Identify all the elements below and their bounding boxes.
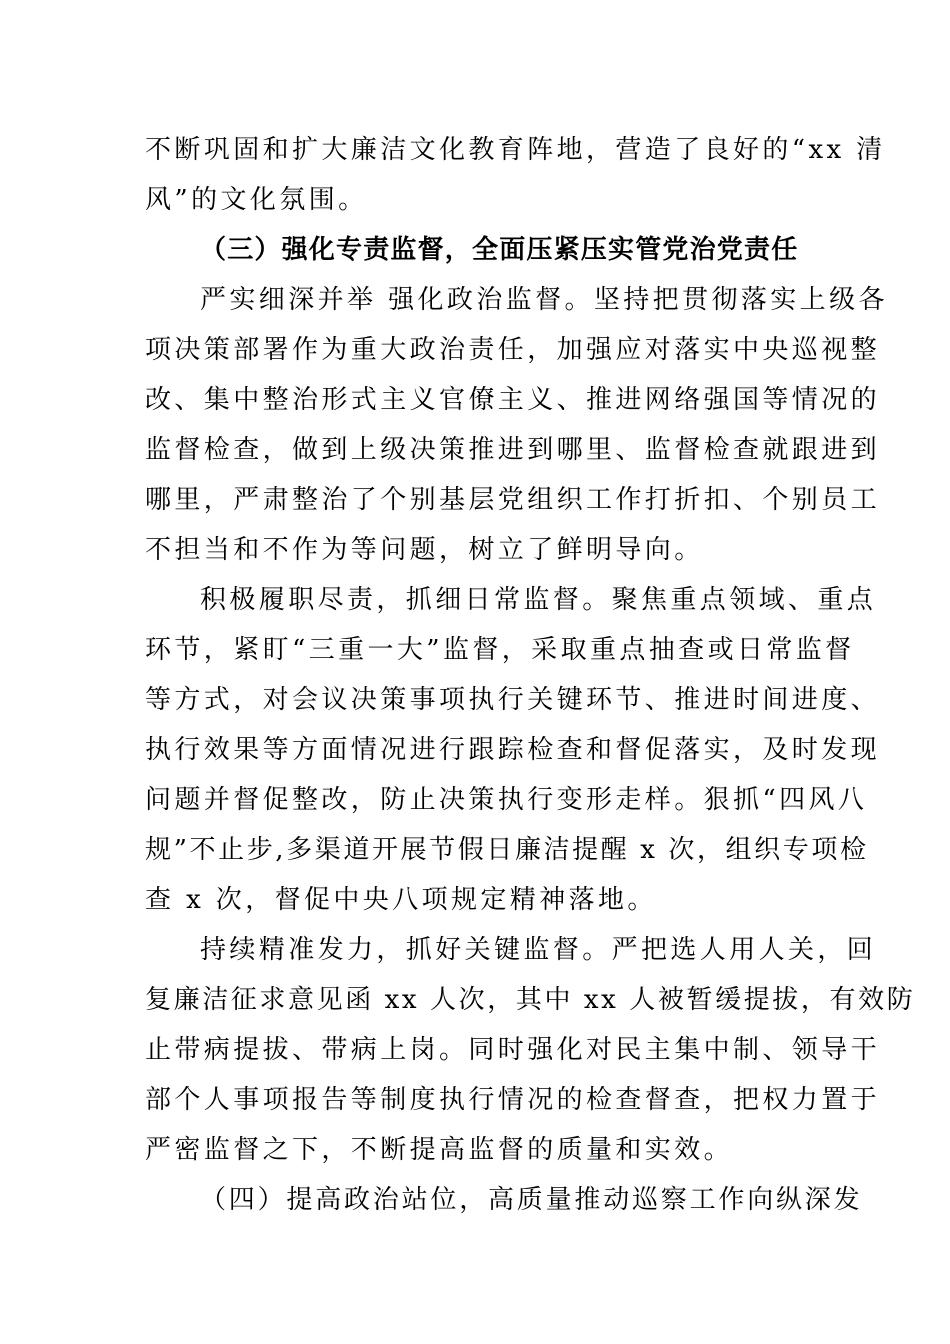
- text-line: 问题并督促整改，防止决策执行变形走样。狠抓“四风八: [145, 785, 868, 815]
- text-line: 严实细深并举 强化政治监督。坚持把贯彻落实上级各: [200, 285, 888, 315]
- text-line: 规”不止步,多渠道开展节假日廉洁提醒 x 次，组织专项检: [145, 835, 869, 865]
- text-line: 部个人事项报告等制度执行情况的检查督查，把权力置于: [145, 1085, 881, 1115]
- text-line: 查 x 次，督促中央八项规定精神落地。: [145, 885, 657, 915]
- section-heading: （四）提高政治站位，高质量推动巡察工作向纵深发: [200, 1185, 863, 1215]
- text-line: 哪里，严肃整治了个别基层党组织工作打折扣、个别员工: [145, 485, 881, 515]
- text-line: 严密监督之下，不断提高监督的质量和实效。: [145, 1135, 734, 1165]
- text-line: 项决策部署作为重大政治责任，加强应对落实中央巡视整: [145, 335, 881, 365]
- text-line: 监督检查，做到上级决策推进到哪里、监督检查就跟进到: [145, 435, 881, 465]
- text-line: 改、集中整治形式主义官僚主义、推进网络强国等情况的: [145, 385, 881, 415]
- text-line: 不断巩固和扩大廉洁文化教育阵地，营造了良好的“xx 清: [145, 135, 886, 165]
- text-line: 执行效果等方面情况进行跟踪检查和督促落实，及时发现: [145, 735, 881, 765]
- text-line: 不担当和不作为等问题，树立了鲜明导向。: [145, 535, 704, 565]
- text-line: 持续精准发力，抓好关键监督。严把选人用人关，回: [200, 935, 877, 965]
- text-line: 复廉洁征求意见函 xx 人次，其中 xx 人被暂缓提拔，有效防: [145, 985, 916, 1015]
- text-line: 环节，紧盯“三重一大”监督，采取重点抽查或日常监督: [145, 635, 855, 665]
- text-line: 风”的文化氛围。: [145, 185, 368, 215]
- text-line: 积极履职尽责，抓细日常监督。聚焦重点领域、重点: [200, 585, 877, 615]
- text-line: 止带病提拔、带病上岗。同时强化对民主集中制、领导干: [145, 1035, 881, 1065]
- section-heading: （三）强化专责监督，全面压紧压实管党治党责任: [200, 235, 799, 265]
- text-line: 等方式，对会议决策事项执行关键环节、推进时间进度、: [145, 685, 881, 715]
